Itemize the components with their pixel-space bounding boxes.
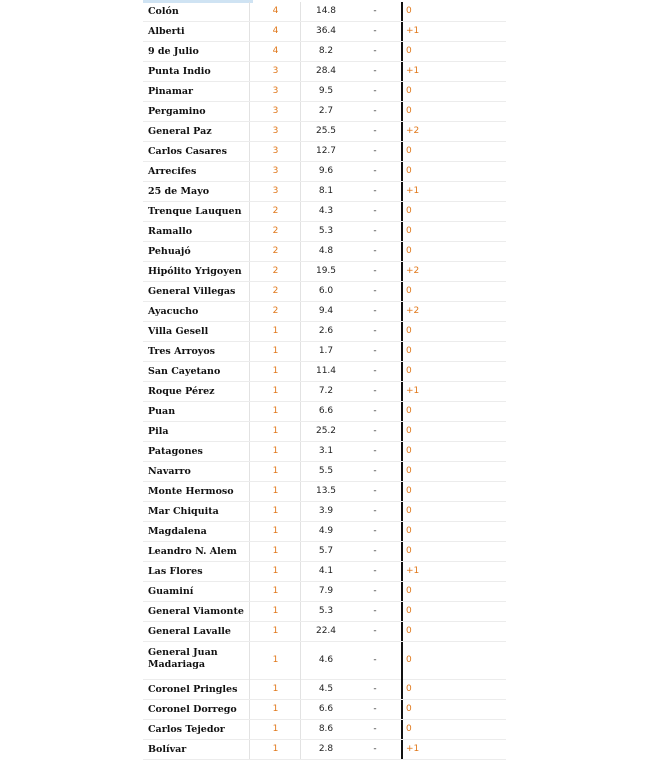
cell-pos: 4	[249, 22, 301, 41]
table-row	[143, 502, 506, 522]
cell-name: Punta Indio	[148, 66, 211, 77]
cell-name: Leandro N. Alem	[148, 546, 237, 557]
cell-dash: -	[373, 546, 377, 556]
cell-dash: -	[373, 586, 377, 596]
cell-name: Patagones	[148, 446, 203, 457]
table-row	[143, 382, 506, 402]
cell-pos: 1	[249, 680, 301, 699]
cell-name: General Viamonte	[148, 606, 244, 617]
cell-val: 25.2	[300, 422, 351, 441]
cell-val: 19.5	[300, 262, 351, 281]
cell-val: 4.8	[300, 242, 351, 261]
cell-pos: 3	[249, 162, 301, 181]
cell-pos: 3	[249, 62, 301, 81]
cell-name: Ayacucho	[148, 306, 199, 317]
cell-val: 5.3	[300, 602, 351, 621]
table-row	[143, 442, 506, 462]
cell-chg: 0	[401, 622, 506, 641]
cell-dash: -	[373, 146, 377, 156]
cell-pos: 1	[249, 562, 301, 581]
cell-name: Mar Chiquita	[148, 506, 219, 517]
cell-dash: -	[373, 566, 377, 576]
cell-pos: 1	[249, 720, 301, 739]
cell-chg: +1	[401, 62, 506, 81]
table-row	[143, 102, 506, 122]
cell-dash: -	[373, 626, 377, 636]
cell-dash: -	[373, 86, 377, 96]
cell-name: Carlos Casares	[148, 146, 227, 157]
cell-pos: 1	[249, 362, 301, 381]
table-row	[143, 342, 506, 362]
cell-dash: -	[373, 684, 377, 694]
cell-name: 25 de Mayo	[148, 186, 210, 197]
table-row	[143, 642, 506, 680]
cell-dash: -	[373, 526, 377, 536]
table-row	[143, 202, 506, 222]
table-row	[143, 242, 506, 262]
table-row	[143, 302, 506, 322]
cell-pos: 1	[249, 602, 301, 621]
cell-chg: 0	[401, 202, 506, 221]
table-row	[143, 322, 506, 342]
cell-val: 2.6	[300, 322, 351, 341]
cell-chg: 0	[401, 482, 506, 501]
cell-dash: -	[373, 186, 377, 196]
cell-pos: 1	[249, 502, 301, 521]
cell-dash: -	[373, 126, 377, 136]
cell-name: Pila	[148, 426, 169, 437]
cell-chg: 0	[401, 642, 506, 691]
cell-chg: 0	[401, 42, 506, 61]
cell-dash: -	[373, 466, 377, 476]
table-row	[143, 162, 506, 182]
cell-chg: 0	[401, 362, 506, 381]
cell-name: Trenque Lauquen	[148, 206, 242, 217]
cell-name: General Lavalle	[148, 626, 231, 637]
cell-chg: 0	[401, 422, 506, 441]
table-row	[143, 2, 506, 22]
cell-val: 3.9	[300, 502, 351, 521]
cell-val: 5.5	[300, 462, 351, 481]
cell-pos: 2	[249, 282, 301, 301]
cell-name: Bolívar	[148, 744, 187, 755]
cell-dash: -	[373, 486, 377, 496]
cell-val: 8.6	[300, 720, 351, 739]
cell-name: San Cayetano	[148, 366, 221, 377]
cell-dash: -	[373, 166, 377, 176]
cell-pos: 1	[249, 700, 301, 719]
table-row	[143, 482, 506, 502]
cell-chg: 0	[401, 602, 506, 621]
cell-name: Magdalena	[148, 526, 207, 537]
cell-name: Alberti	[148, 26, 185, 37]
table-row	[143, 22, 506, 42]
cell-name: Arrecifes	[148, 166, 197, 177]
cell-pos: 2	[249, 302, 301, 321]
cell-dash: -	[373, 66, 377, 76]
cell-pos: 3	[249, 182, 301, 201]
cell-pos: 1	[249, 322, 301, 341]
cell-dash: -	[373, 266, 377, 276]
cell-chg: 0	[401, 462, 506, 481]
table-row	[143, 720, 506, 740]
table-row	[143, 182, 506, 202]
cell-pos: 1	[249, 342, 301, 361]
table-row	[143, 82, 506, 102]
cell-val: 7.2	[300, 382, 351, 401]
cell-dash: -	[373, 606, 377, 616]
cell-chg: 0	[401, 322, 506, 341]
cell-pos: 1	[249, 622, 301, 641]
cell-chg: 0	[401, 282, 506, 301]
cell-name: Las Flores	[148, 566, 203, 577]
cell-name: Hipólito Yrigoyen	[148, 266, 242, 277]
cell-val: 14.8	[300, 2, 351, 21]
cell-val: 3.1	[300, 442, 351, 461]
cell-chg: +1	[401, 740, 506, 759]
cell-name: Ramallo	[148, 226, 193, 237]
table-row	[143, 700, 506, 720]
cell-name: General Paz	[148, 126, 212, 137]
cell-chg: 0	[401, 680, 506, 699]
cell-chg: +1	[401, 562, 506, 581]
cell-dash: -	[373, 46, 377, 56]
table-row	[143, 42, 506, 62]
cell-name: Tres Arroyos	[148, 346, 216, 357]
cell-val: 28.4	[300, 62, 351, 81]
cell-chg: 0	[401, 582, 506, 601]
cell-val: 4.5	[300, 680, 351, 699]
cell-dash: -	[373, 206, 377, 216]
cell-dash: -	[373, 704, 377, 714]
table-row	[143, 62, 506, 82]
cell-dash: -	[373, 724, 377, 734]
cell-val: 6.6	[300, 402, 351, 421]
cell-dash: -	[373, 386, 377, 396]
table-row	[143, 582, 506, 602]
cell-chg: 0	[401, 700, 506, 719]
cell-pos: 4	[249, 2, 301, 21]
cell-dash: -	[373, 366, 377, 376]
cell-val: 4.9	[300, 522, 351, 541]
table-row	[143, 262, 506, 282]
cell-chg: 0	[401, 142, 506, 161]
cell-pos: 2	[249, 222, 301, 241]
cell-pos: 1	[249, 422, 301, 441]
table-row	[143, 282, 506, 302]
results-table	[143, 2, 506, 760]
cell-pos: 1	[249, 542, 301, 561]
cell-name: Villa Gesell	[148, 326, 209, 337]
cell-name: General Villegas	[148, 286, 236, 297]
cell-dash: -	[373, 446, 377, 456]
cell-val: 22.4	[300, 622, 351, 641]
cell-dash: -	[373, 246, 377, 256]
table-row	[143, 122, 506, 142]
cell-dash: -	[373, 226, 377, 236]
cell-val: 8.2	[300, 42, 351, 61]
cell-chg: 0	[401, 502, 506, 521]
cell-chg: +1	[401, 182, 506, 201]
cell-pos: 2	[249, 202, 301, 221]
cell-chg: 0	[401, 82, 506, 101]
cell-dash: -	[373, 6, 377, 16]
cell-name: Pinamar	[148, 86, 194, 97]
cell-pos: 1	[249, 442, 301, 461]
table-row	[143, 362, 506, 382]
cell-chg: +1	[401, 22, 506, 41]
cell-pos: 1	[249, 482, 301, 501]
cell-dash: -	[373, 286, 377, 296]
cell-chg: 0	[401, 342, 506, 361]
cell-pos: 1	[249, 402, 301, 421]
cell-chg: 0	[401, 442, 506, 461]
cell-val: 2.7	[300, 102, 351, 121]
cell-pos: 3	[249, 102, 301, 121]
cell-dash: -	[373, 26, 377, 36]
cell-name: Guaminí	[148, 586, 194, 597]
cell-pos: 2	[249, 242, 301, 261]
cell-dash: -	[373, 346, 377, 356]
cell-name: Pehuajó	[148, 246, 191, 257]
cell-val: 4.1	[300, 562, 351, 581]
cell-val: 5.7	[300, 542, 351, 561]
table-row	[143, 562, 506, 582]
cell-val: 12.7	[300, 142, 351, 161]
table-row	[143, 522, 506, 542]
cell-chg: 0	[401, 720, 506, 739]
table-row	[143, 622, 506, 642]
cell-name: Navarro	[148, 466, 191, 477]
cell-chg: 0	[401, 242, 506, 261]
cell-pos: 1	[249, 382, 301, 401]
table-row	[143, 740, 506, 760]
cell-name: Colón	[148, 6, 179, 17]
table-row	[143, 602, 506, 622]
cell-dash: -	[373, 426, 377, 436]
table-row	[143, 222, 506, 242]
cell-dash: -	[373, 306, 377, 316]
cell-chg: +2	[401, 262, 506, 281]
cell-pos: 1	[249, 740, 301, 759]
cell-name: Roque Pérez	[148, 386, 215, 397]
cell-name: Monte Hermoso	[148, 486, 234, 497]
cell-pos: 1	[249, 642, 301, 691]
cell-name: Coronel Pringles	[148, 684, 238, 695]
cell-dash: -	[373, 326, 377, 336]
cell-val: 9.6	[300, 162, 351, 181]
cell-name: General Juan Madariaga	[148, 647, 218, 670]
cell-name: Carlos Tejedor	[148, 724, 225, 735]
cell-val: 6.6	[300, 700, 351, 719]
cell-val: 7.9	[300, 582, 351, 601]
cell-chg: 0	[401, 542, 506, 561]
cell-val: 4.6	[300, 642, 351, 691]
cell-dash: -	[373, 406, 377, 416]
cell-dash: -	[373, 655, 377, 665]
cell-chg: 0	[401, 162, 506, 181]
cell-pos: 2	[249, 262, 301, 281]
cell-val: 4.3	[300, 202, 351, 221]
cell-val: 11.4	[300, 362, 351, 381]
cell-pos: 3	[249, 82, 301, 101]
cell-dash: -	[373, 106, 377, 116]
cell-dash: -	[373, 506, 377, 516]
cell-pos: 3	[249, 142, 301, 161]
cell-chg: +1	[401, 382, 506, 401]
cell-val: 13.5	[300, 482, 351, 501]
cell-chg: +2	[401, 302, 506, 321]
table-row	[143, 680, 506, 700]
cell-val: 6.0	[300, 282, 351, 301]
table-row	[143, 422, 506, 442]
cell-val: 9.4	[300, 302, 351, 321]
cell-name: Coronel Dorrego	[148, 704, 237, 715]
table-row	[143, 142, 506, 162]
cell-pos: 3	[249, 122, 301, 141]
cell-name: 9 de Julio	[148, 46, 199, 57]
cell-val: 36.4	[300, 22, 351, 41]
cell-val: 8.1	[300, 182, 351, 201]
cell-pos: 1	[249, 462, 301, 481]
cell-name: Puan	[148, 406, 176, 417]
cell-chg: +2	[401, 122, 506, 141]
cell-val: 2.8	[300, 740, 351, 759]
table-row	[143, 402, 506, 422]
cell-pos: 1	[249, 522, 301, 541]
cell-dash: -	[373, 744, 377, 754]
cell-chg: 0	[401, 522, 506, 541]
table-row	[143, 462, 506, 482]
table-row	[143, 542, 506, 562]
cell-val: 1.7	[300, 342, 351, 361]
cell-val: 9.5	[300, 82, 351, 101]
cell-val: 25.5	[300, 122, 351, 141]
cell-pos: 4	[249, 42, 301, 61]
cell-chg: 0	[401, 402, 506, 421]
cell-chg: 0	[401, 222, 506, 241]
cell-pos: 1	[249, 582, 301, 601]
cell-chg: 0	[401, 2, 506, 21]
cell-name: Pergamino	[148, 106, 206, 117]
cell-val: 5.3	[300, 222, 351, 241]
cell-chg: 0	[401, 102, 506, 121]
